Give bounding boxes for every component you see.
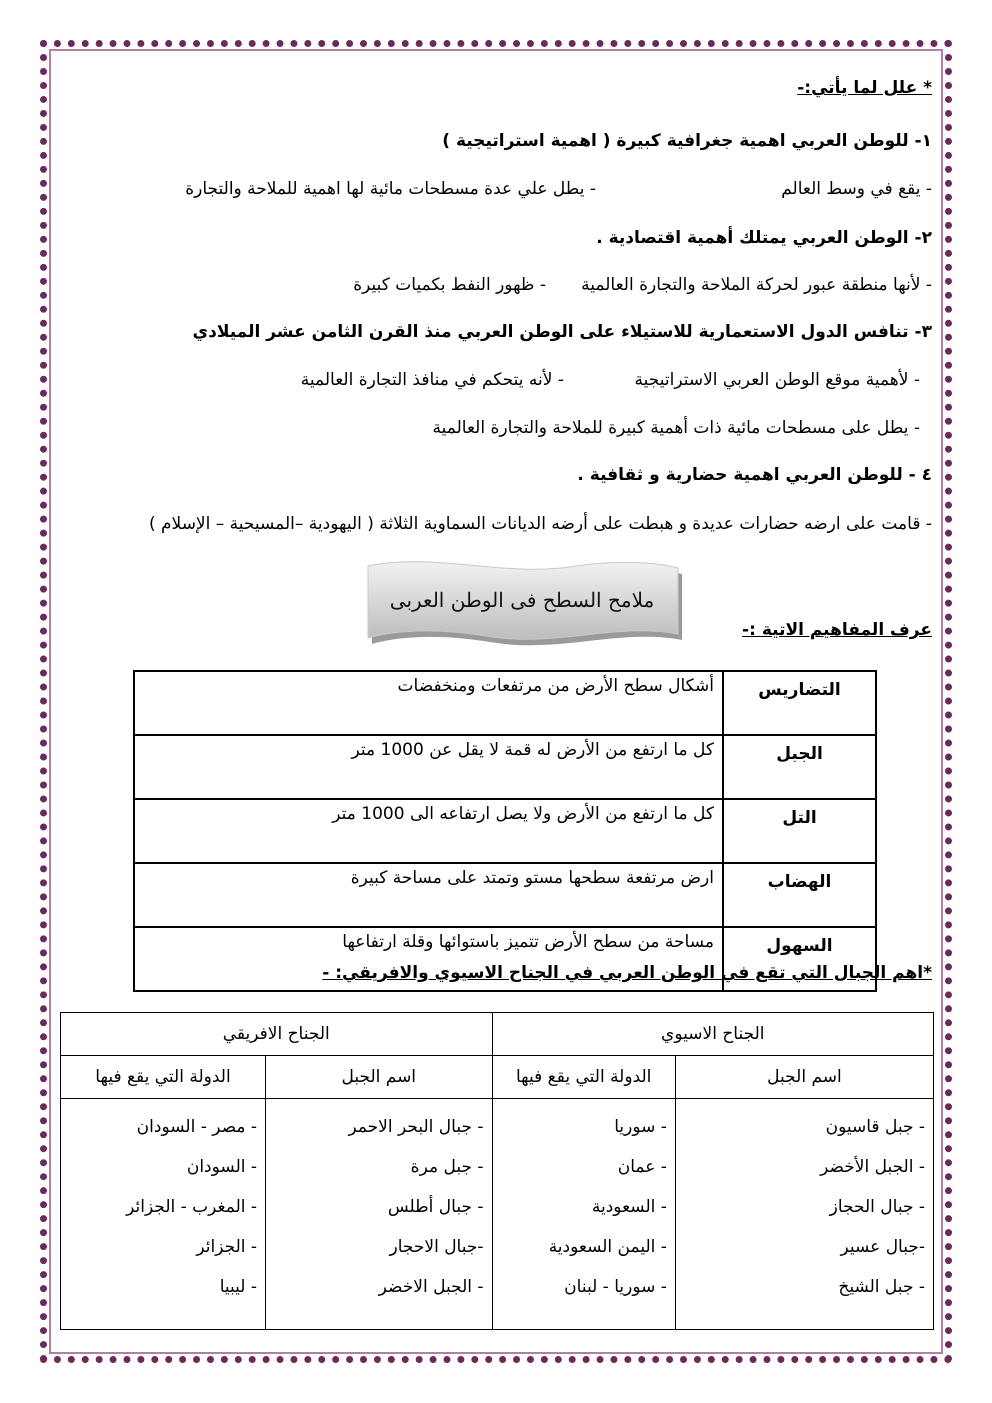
african-countries-cell: [61, 1099, 266, 1330]
asian-mountain-item: -جبال عسير: [840, 1237, 925, 1257]
definition-term: التضاريس: [723, 671, 876, 735]
q3-answer-3: - يطل على مسطحات مائية ذات أهمية كبيرة للملاحة والتجارة العالمية: [432, 418, 920, 438]
q1-answer-2: - يطل علي عدة مسطحات مائية لها اهمية للملاحة والتجارة: [185, 179, 596, 199]
asian-countries-cell: [492, 1099, 675, 1330]
asian-wing-header: الجناح الاسيوي: [492, 1013, 933, 1056]
q2-title: ٢- الوطن العربي يمتلك أهمية اقتصادية .: [596, 228, 932, 248]
q2-answer-2: - ظهور النفط بكميات كبيرة: [353, 275, 546, 295]
definition-term: التل: [723, 799, 876, 863]
definition-term: السهول: [723, 927, 876, 991]
definition-text: أشكال سطح الأرض من مرتفعات ومنخفضات: [134, 671, 723, 735]
q4-title: ٤ - للوطن العربي اهمية حضارية و ثقافية .: [577, 465, 932, 485]
asian-mountains-cell: [675, 1099, 933, 1330]
african-country-item: - الجزائر: [196, 1237, 258, 1257]
definition-text: مساحة من سطح الأرض تتميز باستوائها وقلة ارتفاعها: [134, 927, 723, 991]
heading-mountains: *اهم الجبال التي تقع في الوطن العربي في الجناح الاسيوي والافريقي: -: [322, 963, 932, 983]
q3-answer-2: - لأنه يتحكم في منافذ التجارة العالمية: [300, 370, 564, 390]
definition-text: ارض مرتفعة سطحها مستو وتمتد على مساحة كبيرة: [134, 863, 723, 927]
definition-row: [134, 799, 876, 863]
asian-country-item: - سوريا - لبنان: [564, 1277, 667, 1297]
heading-reasons: * علل لما يأتي:-: [797, 78, 932, 98]
african-mountain-item: - جبال البحر الاحمر: [348, 1117, 484, 1137]
african-mountain-item: -جبال الاحجار: [389, 1237, 484, 1257]
african-country-item: - مصر - السودان: [136, 1117, 258, 1137]
asian-mountain-item: - جبل قاسيون: [825, 1117, 925, 1137]
heading-definitions: عرف المفاهيم الاتية :-: [742, 620, 932, 640]
african-country-item: - المغرب - الجزائر: [126, 1197, 258, 1217]
definition-text: كل ما ارتفع من الأرض له قمة لا يقل عن 1000 متر: [134, 735, 723, 799]
q4-answer-1: - قامت على ارضه حضارات عديدة و هبطت على أرضه الديانات السماوية الثلاثة ( اليهودية –المسيحية – الإسلام ): [148, 514, 932, 534]
asian-mountain-item: - الجبل الأخضر: [820, 1157, 925, 1177]
african-mountain-item: - جبال أطلس: [387, 1197, 484, 1217]
asian-country-item: - سوريا: [614, 1117, 667, 1137]
banner-title: ملامح السطح فى الوطن العربى: [389, 588, 655, 612]
african-mountain-col-header: اسم الجبل: [266, 1056, 493, 1099]
q3-answer-1: - لأهمية موقع الوطن العربي الاستراتيجية: [634, 370, 920, 390]
mountains-table: [60, 1012, 934, 1330]
definition-text: كل ما ارتفع من الأرض ولا يصل ارتفاعه الى 1000 متر: [134, 799, 723, 863]
q1-title: ١- للوطن العربي اهمية جغرافية كبيرة ( اهمية استراتيجية ): [442, 131, 932, 151]
asian-mountain-col-header: اسم الجبل: [675, 1056, 933, 1099]
q1-answer-1: - يقع في وسط العالم: [781, 179, 932, 199]
asian-mountain-item: - جبل الشيخ: [838, 1277, 925, 1297]
african-mountain-item: - الجبل الاخضر: [378, 1277, 484, 1297]
definition-term: الهضاب: [723, 863, 876, 927]
asian-country-item: - اليمن السعودية: [548, 1237, 667, 1257]
definition-row: [134, 735, 876, 799]
definition-row: [134, 863, 876, 927]
asian-country-col-header: الدولة التي يقع فيها: [492, 1056, 675, 1099]
q3-title: ٣- تنافس الدول الاستعمارية للاستيلاء على الوطن العربي منذ القرن الثامن عشر الميلادي: [192, 322, 932, 342]
african-country-col-header: الدولة التي يقع فيها: [61, 1056, 266, 1099]
asian-mountain-item: - جبال الحجاز: [829, 1197, 925, 1217]
african-mountains-cell: [266, 1099, 493, 1330]
african-country-item: - ليبيا: [219, 1277, 258, 1297]
asian-country-item: - السعودية: [591, 1197, 667, 1217]
definition-term: الجبل: [723, 735, 876, 799]
definitions-table: [133, 670, 877, 992]
african-country-item: - السودان: [186, 1157, 258, 1177]
african-wing-header: الجناح الافريقي: [61, 1013, 493, 1056]
asian-country-item: - عمان: [617, 1157, 667, 1177]
african-mountain-item: - جبل مرة: [410, 1157, 484, 1177]
q2-answer-1: - لأنها منطقة عبور لحركة الملاحة والتجارة العالمية: [581, 275, 932, 295]
definition-row: [134, 671, 876, 735]
